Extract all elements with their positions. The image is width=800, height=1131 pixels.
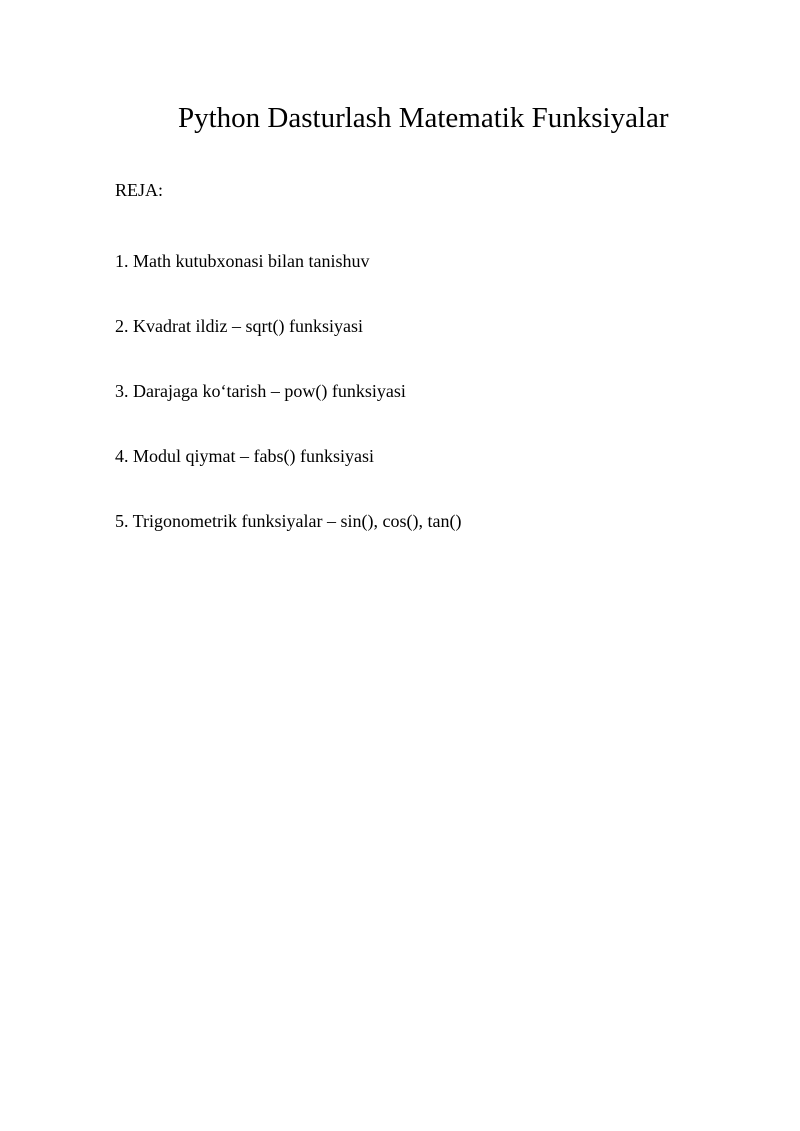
plan-item: 5. Trigonometrik funksiyalar – sin(), cos(), tan() xyxy=(115,511,462,531)
plan-list xyxy=(115,249,461,574)
plan-item: 2. Kvadrat ildiz – sqrt() funksiyasi xyxy=(115,316,363,336)
plan-item: 1. Math kutubxonasi bilan tanishuv xyxy=(115,251,370,271)
plan-heading: REJA: xyxy=(115,180,164,200)
document-title: Python Dasturlash Matematik Funksiyalar xyxy=(178,102,669,134)
plan-item: 3. Darajaga ko‘tarish – pow() funksiyasi xyxy=(115,381,406,401)
plan-item: 4. Modul qiymat – fabs() funksiyasi xyxy=(115,446,374,466)
